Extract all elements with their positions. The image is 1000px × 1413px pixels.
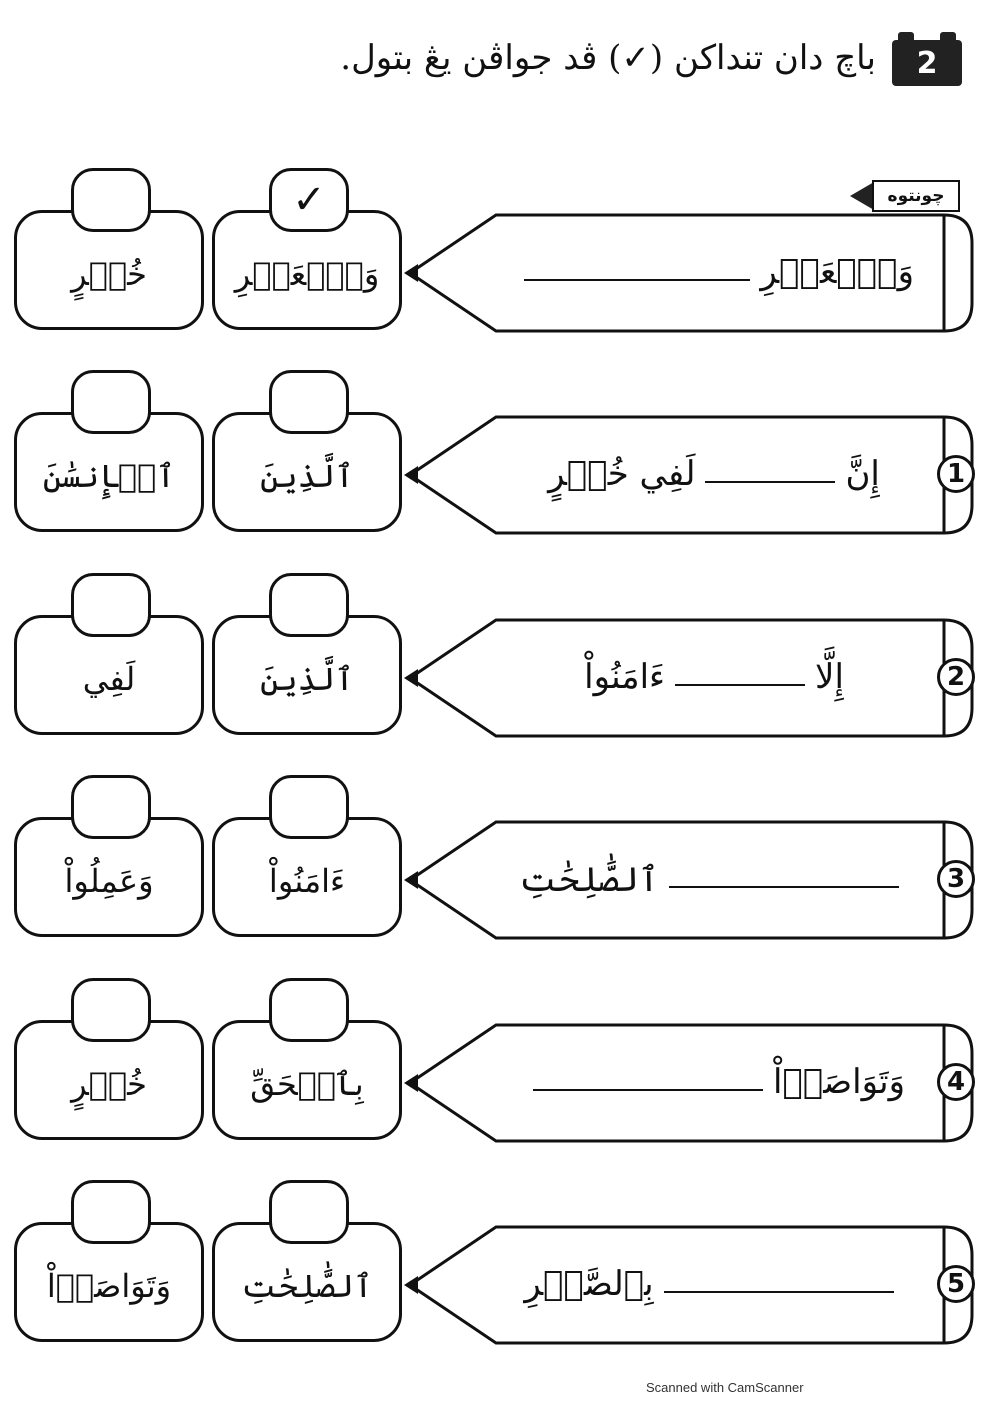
tick-box[interactable] bbox=[71, 775, 151, 839]
tag-arrow-icon bbox=[850, 182, 874, 210]
tick-box[interactable] bbox=[269, 1180, 349, 1244]
question-number-circle: 2 bbox=[937, 658, 975, 696]
option-word: خُسۡرٍ bbox=[71, 1065, 147, 1103]
sentence-text bbox=[514, 819, 914, 939]
sentence-text bbox=[514, 414, 914, 534]
option-word: بِٱلۡحَقِّ bbox=[250, 1065, 364, 1103]
option-word: لَفِي bbox=[82, 660, 136, 698]
pencil-sentence-box bbox=[404, 617, 976, 737]
example-tag-label: چونتوه bbox=[872, 180, 960, 212]
question-number-circle: 1 bbox=[937, 455, 975, 493]
left-option bbox=[14, 775, 204, 950]
tick-box[interactable] bbox=[269, 573, 349, 637]
tick-box[interactable] bbox=[71, 370, 151, 434]
option-word: خُسۡرٍ bbox=[71, 255, 147, 293]
answer-blank[interactable] bbox=[664, 1275, 894, 1293]
option-word: ٱلَّذِينَ bbox=[260, 457, 354, 495]
answer-blank[interactable] bbox=[705, 465, 835, 483]
tick-box[interactable] bbox=[71, 573, 151, 637]
question-number-circle: 5 bbox=[937, 1265, 975, 1303]
instruction-text: باچ دان تنداكن (✓) ڤد جواڤن يڠ بتول. bbox=[340, 38, 876, 78]
tick-box[interactable] bbox=[71, 978, 151, 1042]
pencil-sentence-box bbox=[404, 1022, 976, 1142]
option-word: ءَامَنُواْ bbox=[268, 862, 346, 900]
answer-blank[interactable] bbox=[675, 668, 805, 686]
sentence-segment: ٱلصَّٰلِحَٰتِ bbox=[519, 859, 659, 900]
sentence-segment: إِلَّا bbox=[815, 657, 844, 697]
sentence-segment: بِٱلصَّبۡرِ bbox=[524, 1264, 654, 1304]
sentence-segment: وَٱلۡعَصۡرِ bbox=[760, 252, 914, 292]
option-word: ٱلَّذِينَ bbox=[260, 660, 354, 698]
left-option bbox=[14, 573, 204, 748]
checkmark-icon: ✓ bbox=[292, 177, 326, 223]
tick-box[interactable] bbox=[269, 370, 349, 434]
right-option bbox=[212, 168, 402, 343]
option-word: وَتَوَاصَوۡاْ bbox=[46, 1267, 172, 1305]
answer-blank[interactable] bbox=[669, 870, 899, 888]
left-option bbox=[14, 1180, 204, 1355]
right-option bbox=[212, 370, 402, 545]
question-row bbox=[0, 565, 1000, 765]
pencil-sentence-box bbox=[404, 414, 976, 534]
question-number-circle: 4 bbox=[937, 1063, 975, 1101]
scanner-footer: Scanned with CamScanner bbox=[646, 1380, 804, 1395]
tick-box[interactable] bbox=[71, 168, 151, 232]
left-option bbox=[14, 978, 204, 1153]
tick-box[interactable] bbox=[269, 168, 349, 232]
option-word: ٱلۡإِنسَٰنَ bbox=[42, 457, 176, 495]
pencil-sentence-box bbox=[404, 212, 976, 332]
answer-blank[interactable] bbox=[533, 1073, 763, 1091]
option-word: ٱلصَّٰلِحَٰتِ bbox=[241, 1267, 373, 1305]
left-option bbox=[14, 168, 204, 343]
pencil-sentence-box bbox=[404, 1224, 976, 1344]
sentence-segment: ءَامَنُواْ bbox=[584, 657, 666, 697]
question-row bbox=[0, 1172, 1000, 1372]
pencil-sentence-box bbox=[404, 819, 976, 939]
sentence-segment: وَتَوَاصَوۡاْ bbox=[773, 1062, 906, 1102]
tick-box[interactable] bbox=[269, 978, 349, 1042]
answer-blank[interactable] bbox=[524, 263, 750, 281]
sentence-segment: إِنَّ bbox=[845, 454, 880, 494]
right-option bbox=[212, 1180, 402, 1355]
sentence-text bbox=[514, 212, 914, 332]
example-tag bbox=[850, 178, 962, 216]
left-option bbox=[14, 370, 204, 545]
sentence-segment: لَفِي خُسۡرٍ bbox=[548, 454, 696, 494]
instruction-header bbox=[240, 30, 980, 100]
tick-box[interactable] bbox=[269, 775, 349, 839]
right-option bbox=[212, 978, 402, 1153]
sentence-text bbox=[514, 1022, 914, 1142]
option-word: وَٱلۡعَصۡرِ bbox=[234, 255, 380, 293]
tick-box[interactable] bbox=[71, 1180, 151, 1244]
option-word: وَعَمِلُواْ bbox=[64, 862, 154, 900]
sentence-text bbox=[514, 617, 914, 737]
question-row bbox=[0, 970, 1000, 1170]
sentence-text bbox=[514, 1224, 914, 1344]
question-row bbox=[0, 767, 1000, 967]
question-number-badge bbox=[892, 40, 962, 86]
question-number-circle: 3 bbox=[937, 860, 975, 898]
question-row bbox=[0, 362, 1000, 562]
question-number: 2 bbox=[916, 45, 938, 81]
right-option bbox=[212, 573, 402, 748]
right-option bbox=[212, 775, 402, 950]
